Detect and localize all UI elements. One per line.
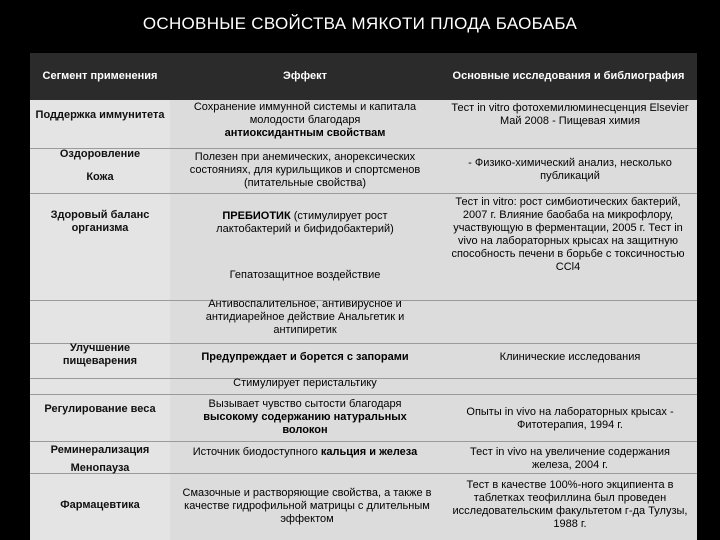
research-physicochemical: - Физико-химический анализ, несколько публикаций xyxy=(468,157,672,182)
effect-text: питательные свойства xyxy=(247,177,363,189)
effect-antiinflammatory: Антивоспалительное, антивирусное и антидиарейное действие Анальгетик и антипиретик xyxy=(205,298,405,336)
effect-calcium-iron xyxy=(175,446,435,459)
effect-text: Сохранение иммунной системы и капитала молодости благодаря xyxy=(193,101,417,126)
segment-skin: Кожа xyxy=(86,171,114,183)
segment-balance: Здоровый баланс организма xyxy=(50,209,150,234)
research-rats-phytotherapy: Опыты in vivo на лабораторных крысах - Фитотерапия, 1994 г. xyxy=(466,406,674,431)
effect-peristalsis: Стимулирует перистальтику xyxy=(233,377,377,389)
effect-bold: ПРЕБИОТИК xyxy=(222,210,291,222)
properties-table xyxy=(30,53,697,540)
research-iron-test: Тест in vivo на увеличение содержания железа, 2004 г. xyxy=(470,446,670,471)
segment-recovery: Оздоровление xyxy=(59,148,141,160)
header-research: Основные исследования и библиография xyxy=(440,53,697,100)
effect-lubricating: Смазочные и растворяющие свойства, а также в качестве гидрофильной матрицы с длительным эффектом xyxy=(182,487,432,525)
effect-bold: кальция и железа xyxy=(320,446,418,458)
effect-satiety xyxy=(180,398,430,437)
row-divider xyxy=(30,193,697,194)
effect-text: Полезен при анемических, анорексических состояниях, для курильщиков и спортсменов ( xyxy=(189,151,421,189)
header-segment: Сегмент применения xyxy=(30,53,170,100)
segment-pharma: Фармацевтика xyxy=(60,499,140,511)
row-divider xyxy=(30,441,697,442)
segment-menopause: Менопауза xyxy=(70,462,130,474)
segment-digestion: Улучшение пищеварения xyxy=(62,342,138,367)
research-symbiotic-bacteria: Тест in vitro: рост симбиотических бактерий, 2007 г. Влияние баобаба на микрофлору, участвующую в ферментации, 2005 г. Тест in vivo на лабораторных крысах на защитную способность печени в борьбе с токсичностью CCl4 xyxy=(451,196,685,273)
effect-nutrition xyxy=(175,151,435,190)
segment-weight: Регулирование веса xyxy=(44,403,156,415)
effect-text: Источник биодоступного xyxy=(192,446,321,458)
effect-hepatoprotective: Гепатозащитное воздействие xyxy=(229,269,381,281)
segment-immunity: Поддержка иммунитета xyxy=(35,109,165,121)
effect-text: Вызывает чувство сытости благодаря xyxy=(208,398,402,410)
header-effect: Эффект xyxy=(170,53,440,100)
effect-text: ) xyxy=(362,177,367,189)
segment-remineral: Реминерализация xyxy=(50,444,150,456)
research-photochemiluminescence: Тест in vitro фотохемилюминесценция Elsevier Май 2008 - Пищевая химия xyxy=(451,102,689,127)
effect-antioxidant xyxy=(175,101,435,140)
row-divider xyxy=(30,394,697,395)
effect-prebiotic xyxy=(185,210,425,236)
page-title: ОСНОВНЫЕ СВОЙСТВА МЯКОТИ ПЛОДА БАОБАБА xyxy=(142,14,578,33)
research-clinical: Клинические исследования xyxy=(499,351,641,363)
effect-bold: антиоксидантным свойствам xyxy=(224,127,386,139)
research-theophylline: Тест в качестве 100%-ного экципиента в таблетках теофиллина был проведен исследовательским факультетом г-да Тулузы, 1988 г. xyxy=(452,479,688,530)
effect-text: (стимулирует рост лактобактерий и бифидобактерий) xyxy=(216,210,394,235)
effect-constipation: Предупреждает и борется с запорами xyxy=(201,351,409,363)
effect-bold: высокому содержанию натуральных волокон xyxy=(203,411,407,436)
